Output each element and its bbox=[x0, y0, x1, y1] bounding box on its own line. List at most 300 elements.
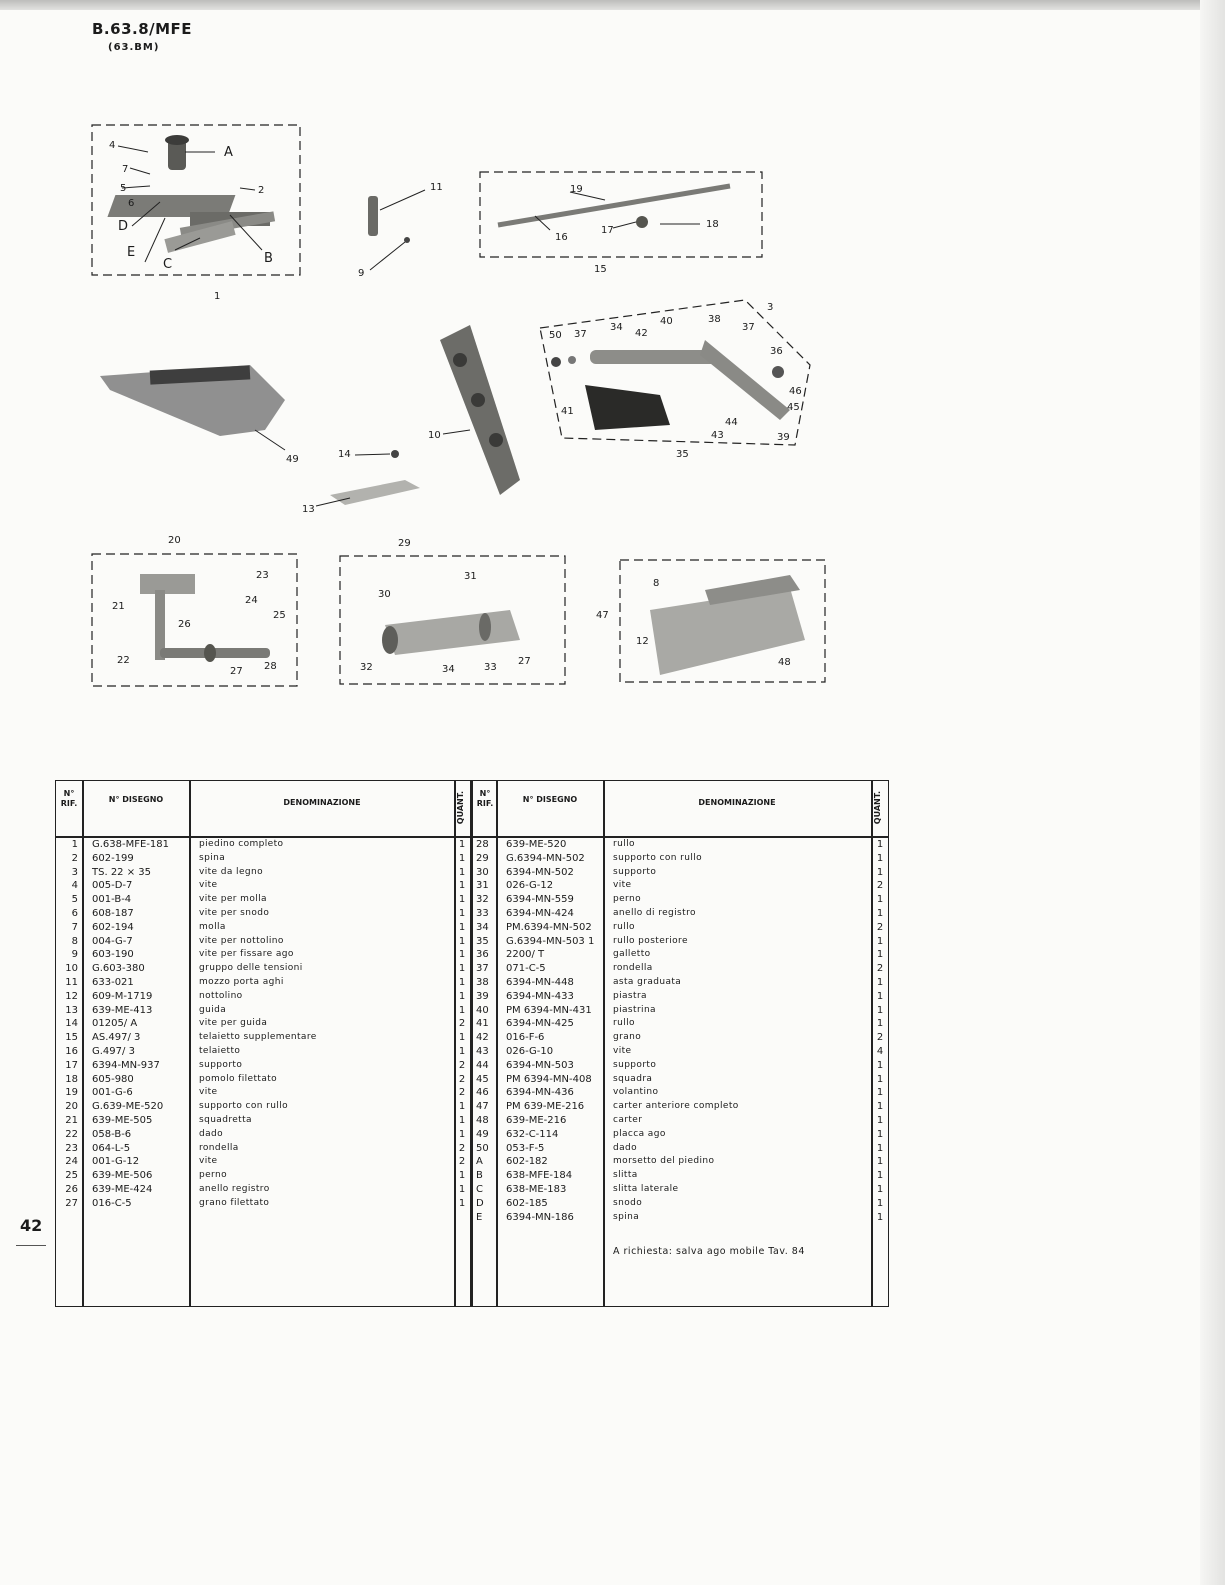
table-cell-rif: 16 bbox=[65, 1045, 78, 1057]
table-cell-denominazione: rondella bbox=[199, 1142, 239, 1153]
table-cell-rif: 49 bbox=[476, 1128, 489, 1140]
page-number-rule bbox=[16, 1245, 46, 1246]
table-cell-quant: 1 bbox=[876, 1183, 884, 1195]
table-cell-quant: 1 bbox=[876, 1142, 884, 1154]
table-cell-rif: 6 bbox=[71, 907, 78, 919]
table-cell-rif: 14 bbox=[65, 1018, 78, 1030]
table-cell-rif: 29 bbox=[476, 852, 489, 864]
exploded-parts-diagram bbox=[0, 100, 1225, 700]
table-cell-disegno: 6394-MN-425 bbox=[506, 1018, 574, 1030]
right-denominazione-column bbox=[613, 838, 739, 1224]
table-cell-disegno: 639-ME-520 bbox=[506, 839, 567, 850]
table-cell-disegno: G.6394-MN-502 bbox=[506, 852, 585, 864]
svg-text:49: 49 bbox=[286, 454, 299, 465]
table-cell-quant: 2 bbox=[876, 1032, 884, 1044]
table-cell-rif: 3 bbox=[71, 866, 78, 878]
right-rif-column bbox=[476, 838, 496, 1224]
table-cell-denominazione: slitta laterale bbox=[613, 1183, 679, 1194]
table-cell-disegno: 016-F-6 bbox=[506, 1032, 545, 1044]
table-cell-quant: 1 bbox=[458, 1128, 466, 1140]
svg-text:13: 13 bbox=[302, 504, 315, 515]
parts-table bbox=[55, 780, 889, 1307]
table-cell-quant: 2 bbox=[458, 1059, 466, 1071]
table-cell-disegno: 005-D-7 bbox=[92, 880, 133, 892]
svg-text:30: 30 bbox=[378, 589, 391, 600]
table-cell-disegno: 639-ME-506 bbox=[92, 1170, 153, 1182]
svg-text:37: 37 bbox=[742, 322, 755, 333]
table-cell-denominazione: squadra bbox=[613, 1073, 653, 1084]
svg-text:32: 32 bbox=[360, 662, 373, 673]
table-cell-rif: 4 bbox=[71, 880, 78, 892]
label-C: C bbox=[163, 257, 173, 272]
table-cell-rif: 39 bbox=[476, 990, 489, 1002]
table-cell-rif: 35 bbox=[476, 935, 489, 947]
svg-text:15: 15 bbox=[594, 264, 607, 275]
table-cell-disegno: 026-G-12 bbox=[506, 880, 554, 892]
table-cell-quant: 1 bbox=[458, 1114, 466, 1126]
table-cell-rif: 46 bbox=[476, 1087, 489, 1099]
table-cell-denominazione: supporto con rullo bbox=[199, 1101, 289, 1112]
scan-top-edge bbox=[0, 0, 1225, 10]
table-cell-rif: B bbox=[476, 1170, 483, 1182]
header-denominazione-left: DENOMINAZIONE bbox=[283, 798, 361, 807]
svg-text:18: 18 bbox=[706, 219, 719, 230]
table-cell-disegno: 639-ME-413 bbox=[92, 1004, 153, 1016]
table-cell-quant: 1 bbox=[876, 894, 884, 906]
table-cell-rif: 9 bbox=[71, 949, 78, 961]
table-cell-quant: 1 bbox=[876, 1197, 884, 1209]
table-cell-rif: 41 bbox=[476, 1018, 489, 1030]
table-cell-quant: 1 bbox=[458, 852, 466, 864]
svg-text:31: 31 bbox=[464, 571, 477, 582]
table-cell-quant: 1 bbox=[876, 1211, 884, 1223]
label-D: D bbox=[118, 219, 129, 234]
table-cell-quant: 1 bbox=[876, 1087, 884, 1099]
table-cell-disegno: 608-187 bbox=[92, 907, 134, 919]
table-cell-disegno: 639-ME-216 bbox=[506, 1114, 567, 1126]
table-cell-disegno: 2200/ T bbox=[506, 949, 545, 961]
group-presser-foot bbox=[92, 125, 300, 302]
table-cell-denominazione: vite bbox=[199, 1156, 218, 1167]
table-cell-quant: 1 bbox=[458, 935, 466, 947]
label-B: B bbox=[264, 251, 273, 266]
table-cell-quant: 1 bbox=[876, 1128, 884, 1140]
table-cell-denominazione: spina bbox=[613, 1211, 640, 1222]
table-cell-rif: 19 bbox=[65, 1087, 78, 1099]
header-disegno-right: N° DISEGNO bbox=[522, 795, 578, 804]
table-cell-disegno: 053-F-5 bbox=[506, 1142, 545, 1154]
svg-text:25: 25 bbox=[273, 610, 286, 621]
label-A: A bbox=[224, 145, 233, 160]
table-cell-denominazione: vite bbox=[613, 1045, 632, 1056]
svg-text:34: 34 bbox=[442, 664, 455, 675]
svg-text:19: 19 bbox=[570, 184, 583, 195]
table-cell-denominazione: dado bbox=[199, 1128, 224, 1139]
svg-text:43: 43 bbox=[711, 430, 724, 441]
svg-text:3: 3 bbox=[767, 302, 774, 313]
table-cell-disegno: 6394-MN-433 bbox=[506, 990, 574, 1002]
table-cell-quant: 2 bbox=[458, 1087, 466, 1099]
table-cell-rif: 21 bbox=[65, 1114, 78, 1126]
table-cell-quant: 1 bbox=[876, 839, 884, 850]
svg-text:26: 26 bbox=[178, 619, 191, 630]
table-cell-disegno: G.603-380 bbox=[92, 963, 145, 975]
table-cell-quant: 2 bbox=[458, 1142, 466, 1154]
table-cell-denominazione: grano bbox=[613, 1032, 642, 1043]
table-cell-rif: D bbox=[476, 1197, 484, 1209]
table-cell-disegno: 603-190 bbox=[92, 949, 134, 961]
table-cell-quant: 1 bbox=[876, 1073, 884, 1085]
svg-text:50: 50 bbox=[549, 330, 562, 341]
svg-text:44: 44 bbox=[725, 417, 738, 428]
table-cell-rif: 8 bbox=[71, 935, 78, 947]
table-cell-quant: 2 bbox=[458, 1073, 466, 1085]
right-quant-column bbox=[872, 838, 888, 1224]
table-cell-denominazione: perno bbox=[199, 1170, 228, 1181]
table-cell-rif: 47 bbox=[476, 1101, 489, 1113]
table-cell-rif: 17 bbox=[65, 1059, 78, 1071]
table-cell-disegno: 071-C-5 bbox=[506, 963, 546, 975]
table-cell-rif: 34 bbox=[476, 921, 489, 933]
table-cell-quant: 1 bbox=[876, 1114, 884, 1126]
table-cell-denominazione: slitta bbox=[613, 1170, 638, 1181]
svg-text:28: 28 bbox=[264, 661, 277, 672]
table-cell-rif: 10 bbox=[65, 963, 78, 975]
label-E: E bbox=[127, 245, 136, 260]
table-cell-quant: 1 bbox=[458, 921, 466, 933]
table-cell-quant: 1 bbox=[876, 1170, 884, 1182]
table-cell-disegno: 6394-MN-502 bbox=[506, 866, 574, 878]
group-20-roller-support bbox=[92, 535, 297, 686]
table-cell-disegno: 6394-MN-559 bbox=[506, 894, 574, 906]
table-cell-rif: 43 bbox=[476, 1045, 489, 1057]
table-cell-denominazione: telaietto supplementare bbox=[199, 1032, 317, 1043]
table-cell-rif: 24 bbox=[65, 1156, 78, 1168]
table-cell-disegno: G.639-ME-520 bbox=[92, 1101, 164, 1113]
table-cell-quant: 1 bbox=[876, 852, 884, 864]
table-cell-disegno: PM.6394-MN-502 bbox=[506, 921, 592, 933]
table-cell-disegno: 638-MFE-184 bbox=[506, 1170, 573, 1182]
svg-text:40: 40 bbox=[660, 316, 673, 327]
table-cell-rif: A bbox=[476, 1156, 483, 1168]
table-cell-disegno: 639-ME-505 bbox=[92, 1114, 153, 1126]
table-cell-denominazione: carter anteriore completo bbox=[613, 1101, 739, 1112]
table-cell-denominazione: anello registro bbox=[199, 1183, 270, 1194]
table-cell-rif: 36 bbox=[476, 949, 489, 961]
table-cell-disegno: 632-C-114 bbox=[506, 1128, 559, 1140]
table-cell-denominazione: supporto bbox=[613, 1059, 657, 1070]
group-47-front-cover bbox=[596, 560, 825, 682]
table-cell-disegno: PM 639-ME-216 bbox=[506, 1101, 585, 1113]
table-cell-denominazione: carter bbox=[613, 1114, 643, 1125]
part-13-14-guide bbox=[302, 449, 420, 515]
table-cell-rif: 27 bbox=[65, 1197, 78, 1209]
svg-text:33: 33 bbox=[484, 662, 497, 673]
table-cell-disegno: 004-G-7 bbox=[92, 935, 133, 947]
svg-text:23: 23 bbox=[256, 570, 269, 581]
table-cell-denominazione: volantino bbox=[613, 1087, 659, 1098]
table-cell-rif: 44 bbox=[476, 1059, 489, 1071]
table-cell-denominazione: vite per snodo bbox=[199, 907, 270, 918]
table-cell-disegno: 639-ME-424 bbox=[92, 1183, 153, 1195]
table-cell-quant: 1 bbox=[458, 990, 466, 1002]
header-denominazione-right: DENOMINAZIONE bbox=[698, 798, 776, 807]
table-cell-quant: 1 bbox=[458, 1045, 466, 1057]
table-cell-denominazione: vite per nottolino bbox=[199, 935, 284, 946]
table-cell-disegno: 001-G-6 bbox=[92, 1087, 133, 1099]
svg-text:8: 8 bbox=[653, 578, 660, 589]
header-rif-right: N° RIF. bbox=[476, 789, 494, 808]
table-cell-rif: C bbox=[476, 1183, 483, 1195]
svg-text:36: 36 bbox=[770, 346, 783, 357]
table-cell-disegno: 016-C-5 bbox=[92, 1197, 132, 1209]
svg-text:27: 27 bbox=[518, 656, 531, 667]
table-cell-quant: 1 bbox=[876, 907, 884, 919]
table-cell-disegno: 6394-MN-937 bbox=[92, 1059, 160, 1071]
table-cell-disegno: G.6394-MN-503 1 bbox=[506, 935, 595, 947]
table-cell-quant: 2 bbox=[876, 963, 884, 975]
table-cell-disegno: PM 6394-MN-431 bbox=[506, 1004, 592, 1016]
table-cell-quant: 1 bbox=[458, 976, 466, 988]
table-cell-disegno: 6394-MN-436 bbox=[506, 1087, 574, 1099]
svg-text:37: 37 bbox=[574, 329, 587, 340]
table-cell-rif: 1 bbox=[71, 839, 78, 850]
table-cell-disegno: G.497/ 3 bbox=[92, 1045, 135, 1057]
svg-text:5: 5 bbox=[120, 183, 127, 194]
table-cell-disegno: 638-ME-183 bbox=[506, 1183, 567, 1195]
table-cell-quant: 1 bbox=[876, 935, 884, 947]
table-cell-quant: 2 bbox=[458, 1018, 466, 1030]
table-cell-disegno: 602-199 bbox=[92, 852, 134, 864]
table-cell-disegno: 602-194 bbox=[92, 921, 134, 933]
table-cell-denominazione: supporto bbox=[199, 1059, 243, 1070]
table-cell-quant: 1 bbox=[458, 1004, 466, 1016]
table-cell-denominazione: nottolino bbox=[199, 990, 243, 1001]
table-cell-quant: 1 bbox=[458, 894, 466, 906]
left-disegno-column bbox=[92, 838, 169, 1211]
svg-text:34: 34 bbox=[610, 322, 623, 333]
table-cell-denominazione: supporto bbox=[613, 866, 657, 877]
table-cell-denominazione: telaietto bbox=[199, 1045, 241, 1056]
table-cell-quant: 1 bbox=[458, 1197, 466, 1209]
table-cell-quant: 1 bbox=[876, 976, 884, 988]
table-cell-quant: 1 bbox=[458, 1032, 466, 1044]
table-cell-denominazione: vite da legno bbox=[199, 866, 264, 877]
group-29-roller-support bbox=[340, 538, 565, 684]
table-cell-quant: 1 bbox=[458, 880, 466, 892]
table-cell-quant: 1 bbox=[458, 907, 466, 919]
svg-text:6: 6 bbox=[128, 198, 135, 209]
table-cell-denominazione: mozzo porta aghi bbox=[199, 976, 284, 987]
header-quant-right: QUANT. bbox=[873, 791, 882, 825]
table-cell-denominazione: asta graduata bbox=[613, 976, 682, 987]
table-cell-quant: 2 bbox=[876, 921, 884, 933]
table-cell-denominazione: snodo bbox=[613, 1197, 643, 1208]
table-cell-denominazione: rullo bbox=[613, 1018, 635, 1029]
svg-text:47: 47 bbox=[596, 610, 609, 621]
table-cell-quant: 1 bbox=[876, 1004, 884, 1016]
svg-text:7: 7 bbox=[122, 164, 129, 175]
table-cell-denominazione: vite bbox=[613, 880, 632, 891]
table-cell-denominazione: squadretta bbox=[199, 1114, 252, 1125]
svg-text:39: 39 bbox=[777, 432, 790, 443]
table-cell-disegno: TS. 22 × 35 bbox=[92, 866, 151, 878]
svg-text:41: 41 bbox=[561, 406, 574, 417]
table-cell-rif: 22 bbox=[65, 1128, 78, 1140]
table-cell-denominazione: vite per molla bbox=[199, 894, 267, 905]
svg-text:46: 46 bbox=[789, 386, 802, 397]
table-cell-quant: 1 bbox=[458, 1170, 466, 1182]
table-cell-disegno: 605-980 bbox=[92, 1073, 134, 1085]
table-cell-denominazione: vite bbox=[199, 1087, 218, 1098]
table-cell-denominazione: piastra bbox=[613, 990, 647, 1001]
svg-text:45: 45 bbox=[787, 402, 800, 413]
svg-text:2: 2 bbox=[258, 185, 265, 196]
svg-text:27: 27 bbox=[230, 666, 243, 677]
svg-text:24: 24 bbox=[245, 595, 258, 606]
table-cell-quant: 2 bbox=[458, 1156, 466, 1168]
svg-text:42: 42 bbox=[635, 328, 648, 339]
table-cell-denominazione: vite per fissare ago bbox=[199, 949, 294, 960]
table-cell-rif: 25 bbox=[65, 1170, 78, 1182]
part-49-needle-plate bbox=[100, 365, 299, 465]
left-denominazione-column bbox=[199, 838, 317, 1211]
table-cell-rif: 31 bbox=[476, 880, 489, 892]
table-cell-rif: 37 bbox=[476, 963, 489, 975]
table-cell-quant: 1 bbox=[876, 1059, 884, 1071]
table-cell-quant: 1 bbox=[876, 1018, 884, 1030]
table-cell-rif: 50 bbox=[476, 1142, 489, 1154]
table-cell-rif: 40 bbox=[476, 1004, 489, 1016]
svg-text:11: 11 bbox=[430, 182, 443, 193]
table-cell-denominazione: piedino completo bbox=[199, 839, 284, 849]
svg-text:21: 21 bbox=[112, 601, 125, 612]
table-cell-quant: 1 bbox=[458, 839, 466, 850]
table-cell-disegno: 609-M-1719 bbox=[92, 990, 153, 1002]
table-cell-disegno: 6394-MN-186 bbox=[506, 1211, 574, 1223]
table-cell-disegno: 633-021 bbox=[92, 976, 134, 988]
group-35-roller bbox=[540, 300, 810, 460]
header-rif-left: N° RIF. bbox=[60, 789, 78, 808]
model-subcode: (63.BM) bbox=[108, 42, 160, 53]
table-cell-quant: 1 bbox=[458, 1183, 466, 1195]
table-cell-rif: 42 bbox=[476, 1032, 489, 1044]
table-cell-denominazione: rondella bbox=[613, 963, 653, 974]
table-cell-disegno: 001-B-4 bbox=[92, 894, 132, 906]
table-cell-rif: 32 bbox=[476, 894, 489, 906]
table-cell-quant: 1 bbox=[458, 1101, 466, 1113]
svg-text:4: 4 bbox=[109, 140, 116, 151]
table-cell-denominazione: rullo posteriore bbox=[613, 935, 688, 946]
group-15-frame bbox=[480, 172, 762, 275]
table-cell-disegno: AS.497/ 3 bbox=[92, 1032, 141, 1044]
table-cell-denominazione: perno bbox=[613, 894, 642, 905]
table-cell-denominazione: supporto con rullo bbox=[613, 852, 703, 863]
table-cell-disegno: 001-G-12 bbox=[92, 1156, 140, 1168]
svg-text:9: 9 bbox=[358, 268, 365, 279]
table-cell-disegno: PM 6394-MN-408 bbox=[506, 1073, 592, 1085]
table-cell-quant: 1 bbox=[876, 1156, 884, 1168]
model-code: B.63.8/MFE bbox=[92, 20, 193, 38]
svg-text:17: 17 bbox=[601, 225, 614, 236]
svg-text:10: 10 bbox=[428, 430, 441, 441]
table-cell-quant: 4 bbox=[876, 1045, 884, 1057]
table-cell-disegno: 064-L-5 bbox=[92, 1142, 131, 1154]
table-cell-disegno: 602-182 bbox=[506, 1156, 548, 1168]
table-cell-rif: E bbox=[476, 1211, 483, 1223]
table-cell-denominazione: pomolo filettato bbox=[199, 1073, 278, 1084]
table-cell-rif: 18 bbox=[65, 1073, 78, 1085]
table-note: A richiesta: salva ago mobile Tav. 84 bbox=[613, 1246, 805, 1257]
table-cell-rif: 45 bbox=[476, 1073, 489, 1085]
table-cell-quant: 2 bbox=[876, 880, 884, 892]
table-cell-rif: 7 bbox=[71, 921, 78, 933]
svg-text:38: 38 bbox=[708, 314, 721, 325]
table-cell-rif: 5 bbox=[71, 894, 78, 906]
svg-text:14: 14 bbox=[338, 449, 351, 460]
table-cell-disegno: 6394-MN-503 bbox=[506, 1059, 574, 1071]
table-cell-quant: 1 bbox=[876, 866, 884, 878]
left-rif-column bbox=[56, 838, 78, 1211]
table-cell-rif: 23 bbox=[65, 1142, 78, 1154]
table-cell-denominazione: piastrina bbox=[613, 1004, 656, 1015]
header-disegno-left: N° DISEGNO bbox=[108, 795, 164, 804]
table-cell-denominazione: dado bbox=[613, 1142, 638, 1153]
left-quant-column bbox=[456, 838, 468, 1211]
svg-text:29: 29 bbox=[398, 538, 411, 549]
table-cell-rif: 15 bbox=[65, 1032, 78, 1044]
table-cell-rif: 26 bbox=[65, 1183, 78, 1195]
table-cell-disegno: 01205/ A bbox=[92, 1018, 138, 1030]
table-cell-denominazione: anello di registro bbox=[613, 907, 696, 918]
header-quant-left: QUANT. bbox=[456, 791, 465, 825]
svg-text:1: 1 bbox=[214, 291, 221, 302]
table-cell-denominazione: guida bbox=[199, 1004, 227, 1015]
svg-text:16: 16 bbox=[555, 232, 568, 243]
table-cell-disegno: 6394-MN-424 bbox=[506, 907, 574, 919]
table-cell-denominazione: molla bbox=[199, 921, 226, 932]
part-10-tension-group bbox=[428, 325, 520, 495]
table-cell-denominazione: morsetto del piedino bbox=[613, 1156, 715, 1167]
svg-text:20: 20 bbox=[168, 535, 181, 546]
table-cell-denominazione: grano filettato bbox=[199, 1197, 270, 1208]
page-number: 42 bbox=[20, 1216, 43, 1235]
table-cell-rif: 2 bbox=[71, 852, 78, 864]
table-cell-rif: 20 bbox=[65, 1101, 78, 1113]
table-cell-denominazione: rullo bbox=[613, 839, 635, 849]
right-disegno-column bbox=[506, 838, 594, 1224]
table-cell-rif: 30 bbox=[476, 866, 489, 878]
table-cell-disegno: 602-185 bbox=[506, 1197, 548, 1209]
table-cell-denominazione: vite bbox=[199, 880, 218, 891]
svg-text:12: 12 bbox=[636, 636, 649, 647]
table-cell-denominazione: gruppo delle tensioni bbox=[199, 963, 303, 974]
group-needle-parts bbox=[358, 182, 443, 279]
table-cell-quant: 1 bbox=[458, 949, 466, 961]
svg-text:48: 48 bbox=[778, 657, 791, 668]
table-cell-disegno: 058-B-6 bbox=[92, 1128, 132, 1140]
table-cell-rif: 28 bbox=[476, 839, 489, 850]
table-cell-rif: 11 bbox=[65, 976, 78, 988]
table-cell-denominazione: placca ago bbox=[613, 1128, 666, 1139]
table-cell-rif: 38 bbox=[476, 976, 489, 988]
table-cell-rif: 13 bbox=[65, 1004, 78, 1016]
svg-text:22: 22 bbox=[117, 655, 130, 666]
table-cell-quant: 1 bbox=[458, 963, 466, 975]
table-cell-quant: 1 bbox=[876, 1101, 884, 1113]
table-cell-quant: 1 bbox=[458, 866, 466, 878]
table-cell-denominazione: spina bbox=[199, 852, 226, 863]
